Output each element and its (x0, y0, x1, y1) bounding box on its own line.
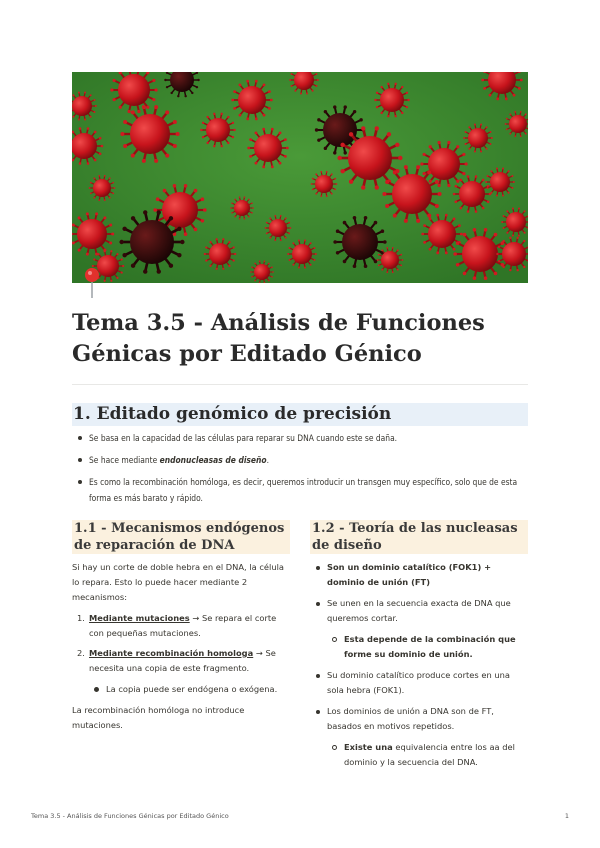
paragraph: Si hay un corte de doble hebra en el DNA, la célula lo repara. Esto lo puede hacer mediante 2 mecanismos: (72, 562, 284, 602)
list-item: Existe una equivalencia entre los aa del dominio y la secuencia del DNA. (327, 740, 528, 770)
bullet-list (310, 560, 528, 770)
list-item: Los dominios de unión a DNA son de FT, basados en motivos repetidos. Existe una equivalencia entre los aa del dominio y la secuencia del DNA. (310, 704, 528, 770)
cover-image (72, 72, 528, 283)
page-footer: Tema 3.5 - Análisis de Funciones Génicas por Editado Génico (31, 812, 229, 820)
page-number: 1 (564, 812, 569, 820)
list-item: 1. Mediante mutaciones → Se repara el corte con pequeñas mutaciones. (77, 613, 277, 638)
numbered-list (72, 611, 290, 697)
paragraph: La recombinación homóloga no introduce mutaciones. (72, 705, 245, 730)
pushpin-icon (84, 266, 100, 298)
sub-list (327, 632, 528, 662)
list-item: Es como la recombinación homóloga, es decir, queremos introducir un transgen muy específico, solo que de esta forma es más barato y rápido. (72, 474, 528, 506)
sub-list (89, 682, 290, 697)
column-left (72, 520, 290, 739)
section-heading-1: 1. Editado genómico de precisión (72, 403, 528, 426)
list-item: Se hace mediante endonucleasas de diseño. (72, 452, 528, 468)
sub-list (327, 740, 528, 770)
column-right (310, 520, 528, 776)
list-item: Son un dominio catalítico (FOK1) + dominio de unión (FT) (310, 560, 528, 590)
list-item: Se basa en la capacidad de las células para reparar su DNA cuando este se daña. (72, 430, 528, 446)
list-item: Su dominio catalítico produce cortes en una sola hebra (FOK1). (310, 668, 528, 698)
list-item: La copia puede ser endógena o exógena. (89, 682, 290, 697)
section1-bullet-list (72, 430, 528, 512)
list-item: 2. Mediante recombinación homologa → Se necesita una copia de este fragmento. La copia puede ser endógena o exógena. (72, 646, 290, 697)
list-item: Se unen en la secuencia exacta de DNA que queremos cortar. Esta depende de la combinación que forme su dominio de unión. (310, 596, 528, 662)
list-item: Esta depende de la combinación que forme su dominio de unión. (327, 632, 528, 662)
divider (72, 384, 528, 385)
page-title: Tema 3.5 - Análisis de Funciones Génicas por Editado Génico (72, 310, 485, 367)
section-heading-1-1: 1.1 - Mecanismos endógenos de reparación de DNA (72, 520, 290, 554)
section-heading-1-2: 1.2 - Teoría de las nucleasas de diseño (310, 520, 528, 554)
